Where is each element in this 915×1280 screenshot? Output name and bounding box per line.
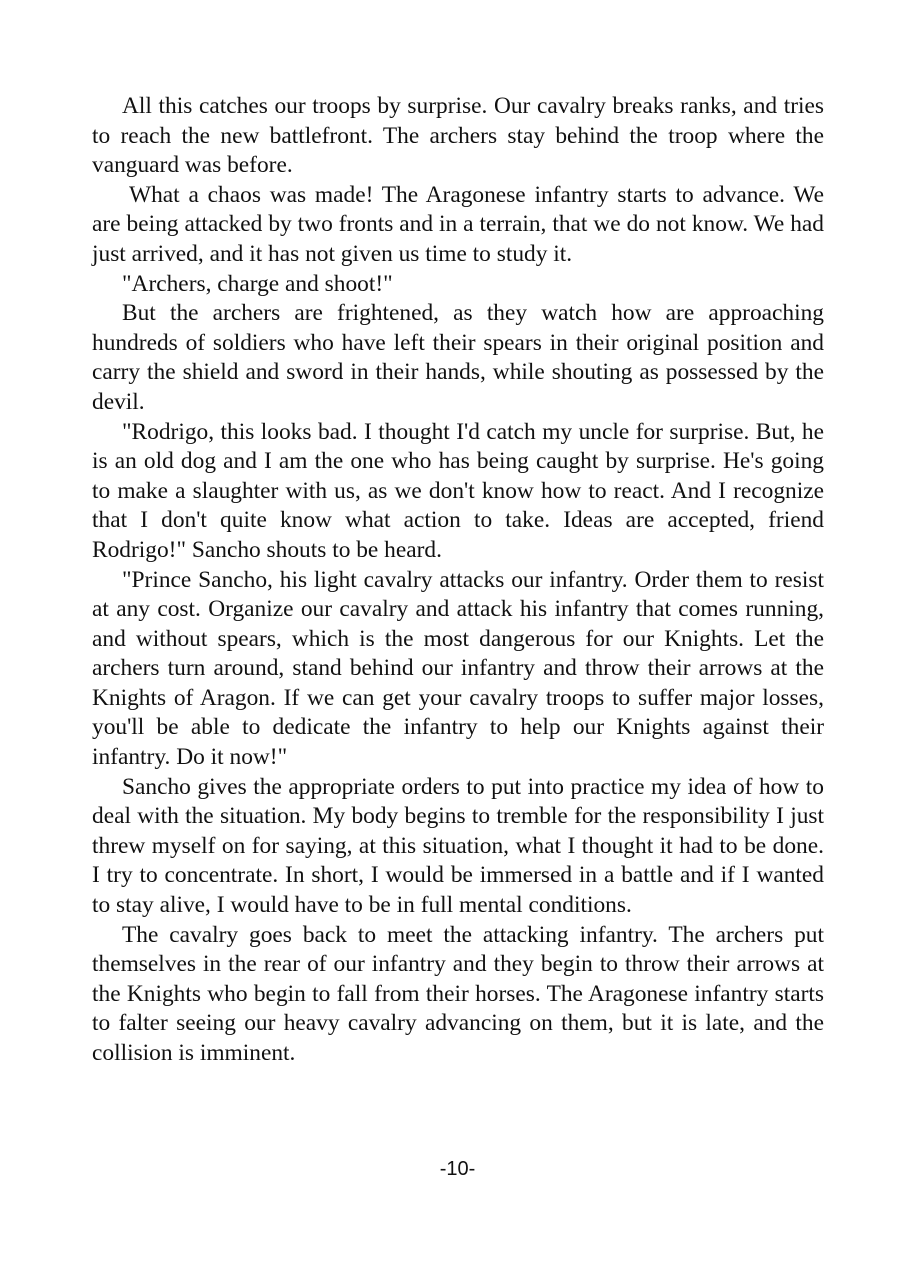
paragraph: "Prince Sancho, his light cavalry attacks our infantry. Order them to resist at any cost. Organize our cavalry and attack his infantry that comes running, and without spears, which is the most dangerous for our Knights. Let the archers turn around, stand behind our infantry and throw their arrows at the Knights of Aragon. If we can get your cavalry troops to suffer major losses, you'll be able to dedicate the infantry to help our Knights against their infantry. Do it now!" xyxy=(92,566,824,771)
paragraph: What a chaos was made! The Aragonese infantry starts to advance. We are being attacked by two fronts and in a terrain, that we do not know. We had just arrived, and it has not given us time to study it. xyxy=(92,181,824,267)
paragraph: "Archers, charge and shoot!" xyxy=(122,270,393,297)
paragraph: All this catches our troops by surprise. Our cavalry breaks ranks, and tries to reach the new battlefront. The archers stay behind the troop where the vanguard was before. xyxy=(92,93,824,179)
paragraph: But the archers are frightened, as they watch how are approaching hundreds of soldiers who have left their spears in their original position and carry the shield and sword in their hands, while shouting as possessed by the devil. xyxy=(92,300,824,415)
paragraph: Sancho gives the appropriate orders to put into practice my idea of how to deal with the situation. My body begins to tremble for the responsibility I just threw myself on for saying, at this situation, what I thought it had to be done. I try to concentrate. In short, I would be immersed in a battle and if I wanted to stay alive, I would have to be in full mental conditions. xyxy=(92,773,824,919)
page-number: -10- xyxy=(439,1158,476,1180)
paragraph: The cavalry goes back to meet the attacking infantry. The archers put themselves in the rear of our infantry and they begin to throw their arrows at the Knights who begin to fall from their horses. The Aragonese infantry starts to falter seeing our heavy cavalry advancing on them, but it is late, and the collision is imminent. xyxy=(92,921,824,1066)
body-text xyxy=(92,92,824,1069)
paragraph: "Rodrigo, this looks bad. I thought I'd catch my uncle for surprise. But, he is an old dog and I am the one who has being caught by surprise. He's going to make a slaughter with us, as we don't know how to react. And I recognize that I don't quite know what action to take. Ideas are accepted, friend Rodrigo!" Sancho shouts to be heard. xyxy=(92,418,824,563)
